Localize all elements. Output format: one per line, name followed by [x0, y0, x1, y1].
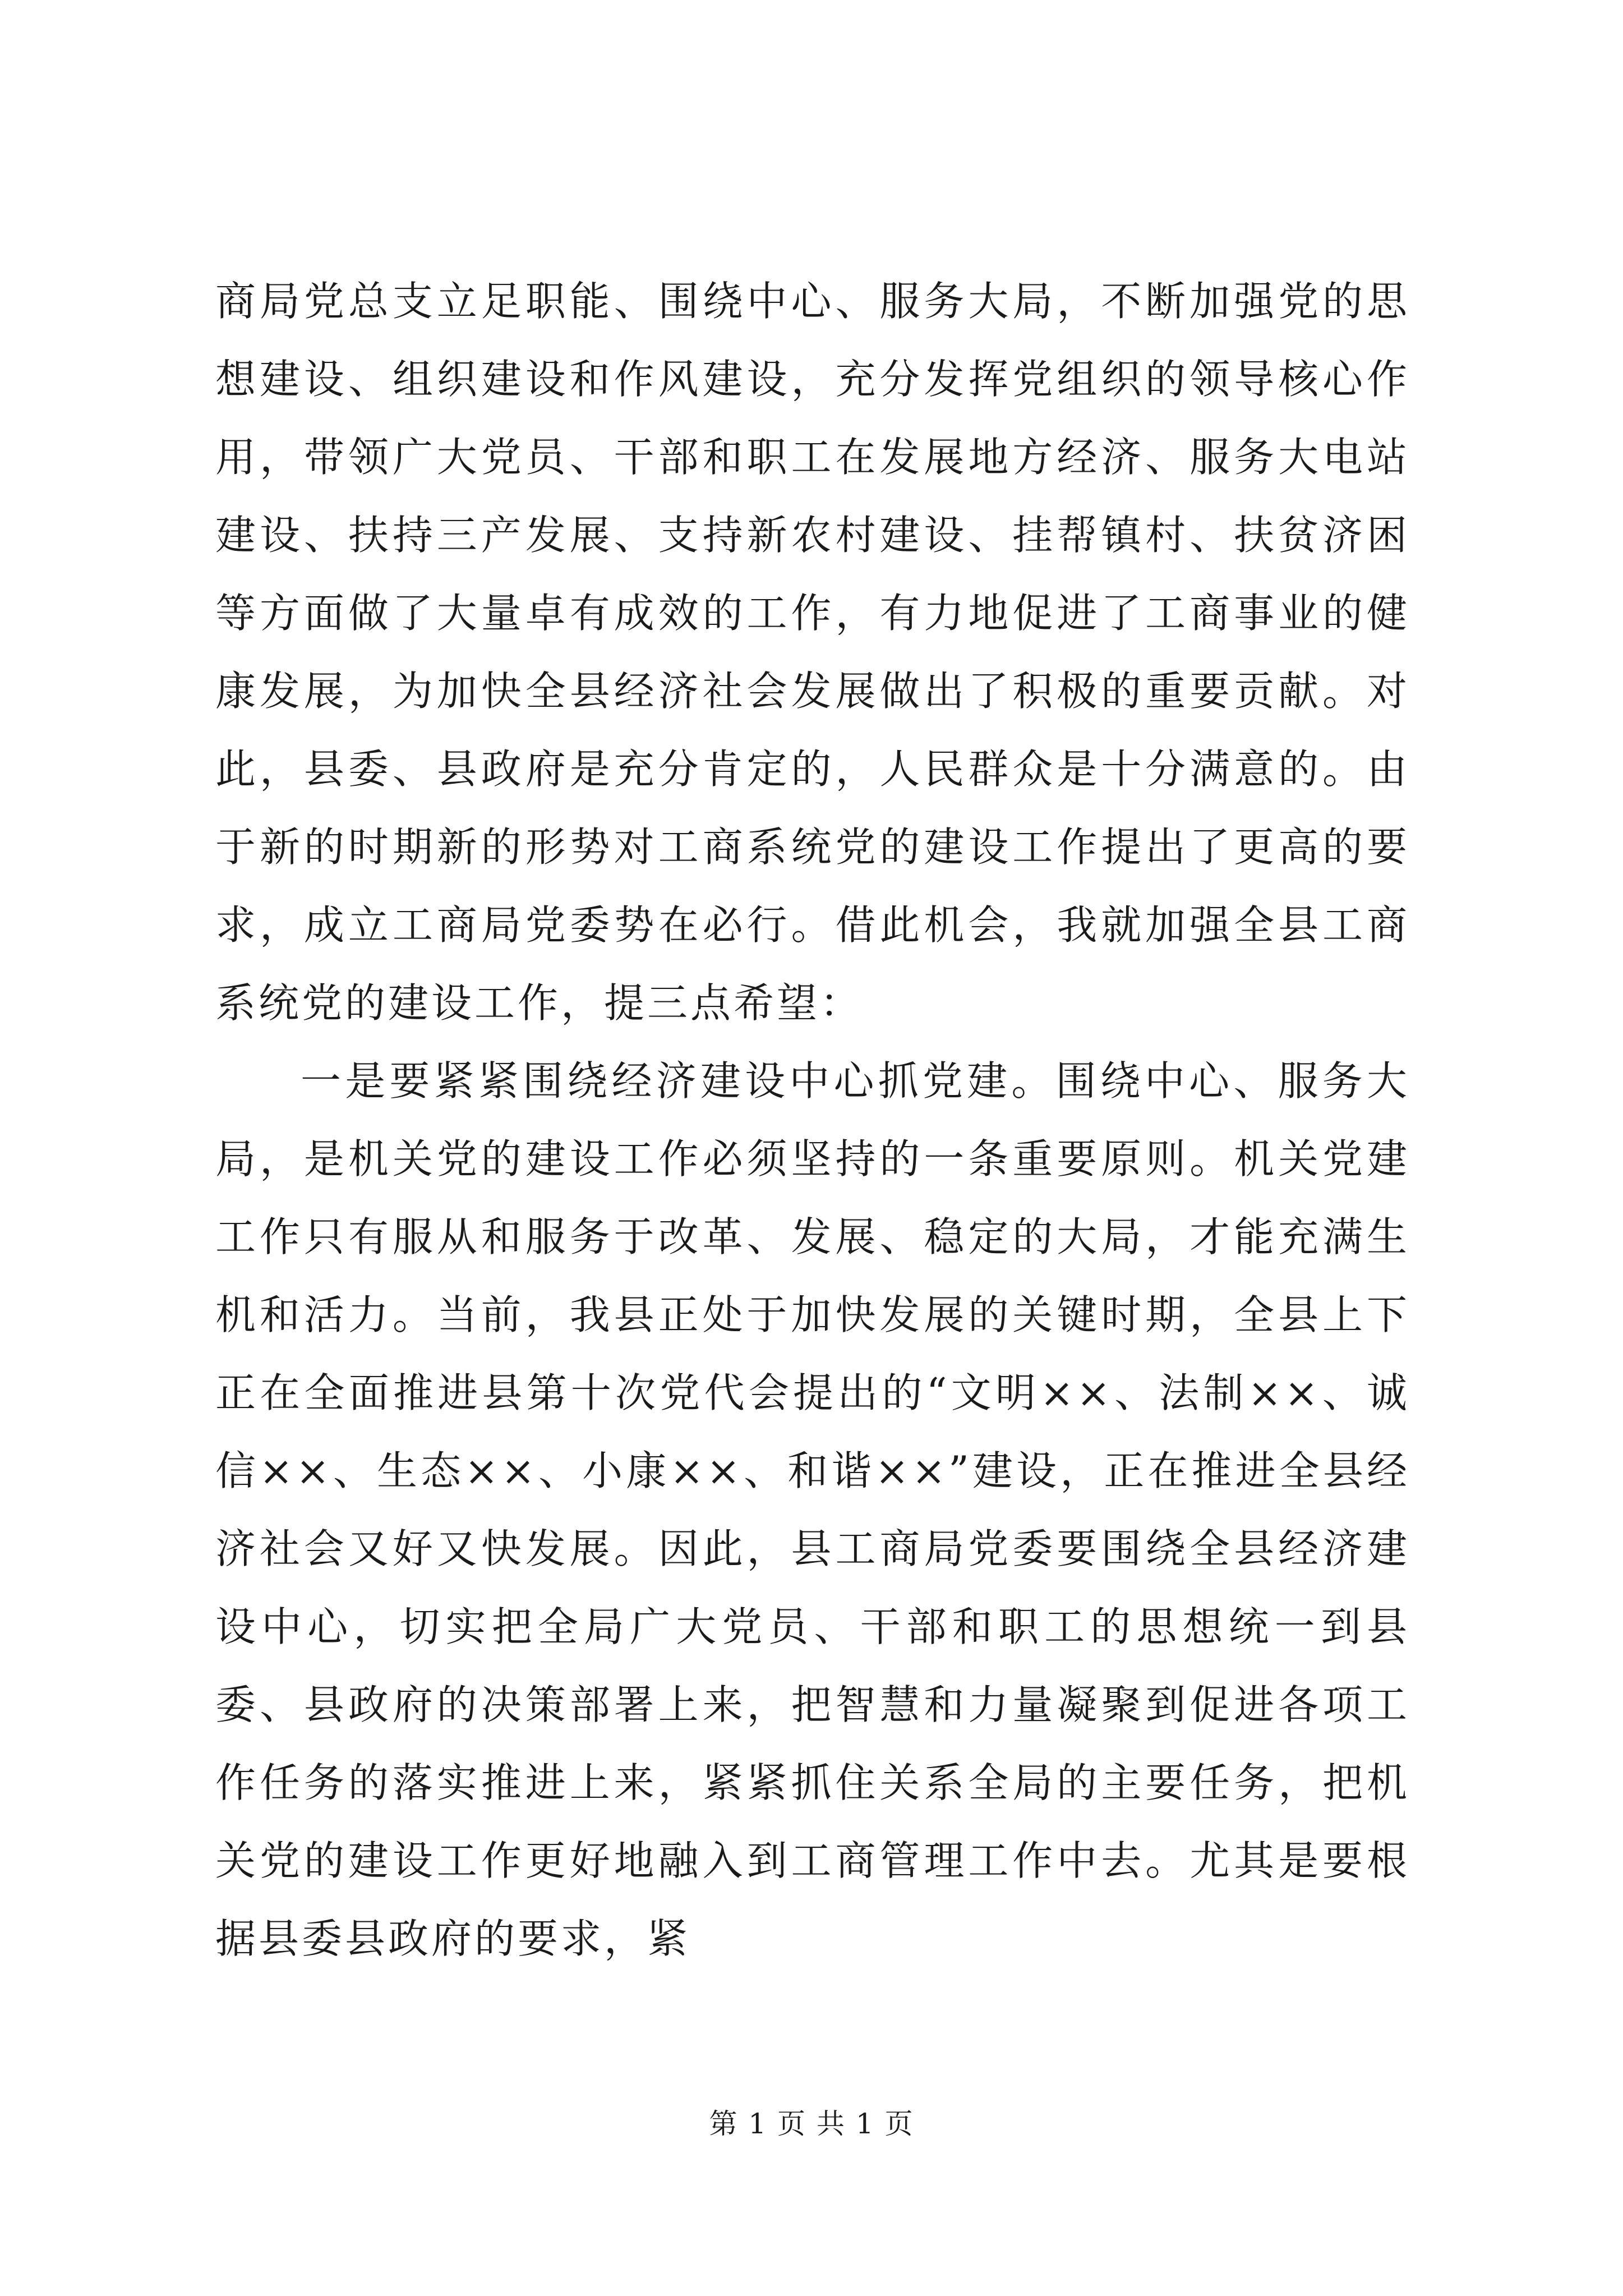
document-body [215, 263, 1410, 1978]
paragraph-2: 一是要紧紧围绕经济建设中心抓党建。围绕中心、服务大局，是机关党的建设工作必须坚持的一条重要原则。机关党建工作只有服从和服务于改革、发展、稳定的大局，才能充满生机和活力。当前，我县正处于加快发展的关键时期，全县上下正在全面推进县第十次党代会提出的“文明××、法制××、诚信××、生态××、小康××、和谐××”建设，正在推进全县经济社会又好又快发展。因此，县工商局党委要围绕全县经济建设中心，切实把全局广大党员、干部和职工的思想统一到县委、县政府的决策部署上来，把智慧和力量凝聚到促进各项工作任务的落实推进上来，紧紧抓住关系全局的主要任务，把机关党的建设工作更好地融入到工商管理工作中去。尤其是要根据县委县政府的要求，紧 [215, 1057, 1410, 1962]
page-footer: 第 1 页 共 1 页 [709, 2108, 914, 2140]
paragraph-1: 商局党总支立足职能、围绕中心、服务大局，不断加强党的思想建设、组织建设和作风建设，充分发挥党组织的领导核心作用，带领广大党员、干部和职工在发展地方经济、服务大电站建设、扶持三产发展、支持新农村建设、挂帮镇村、扶贫济困等方面做了大量卓有成效的工作，有力地促进了工商事业的健康发展，为加快全县经济社会发展做出了积极的重要贡献。对此，县委、县政府是充分肯定的，人民群众是十分满意的。由于新的时期新的形势对工商系统党的建设工作提出了更高的要求，成立工商局党委势在必行。借此机会，我就加强全县工商系统党的建设工作，提三点希望： [215, 278, 1410, 1027]
